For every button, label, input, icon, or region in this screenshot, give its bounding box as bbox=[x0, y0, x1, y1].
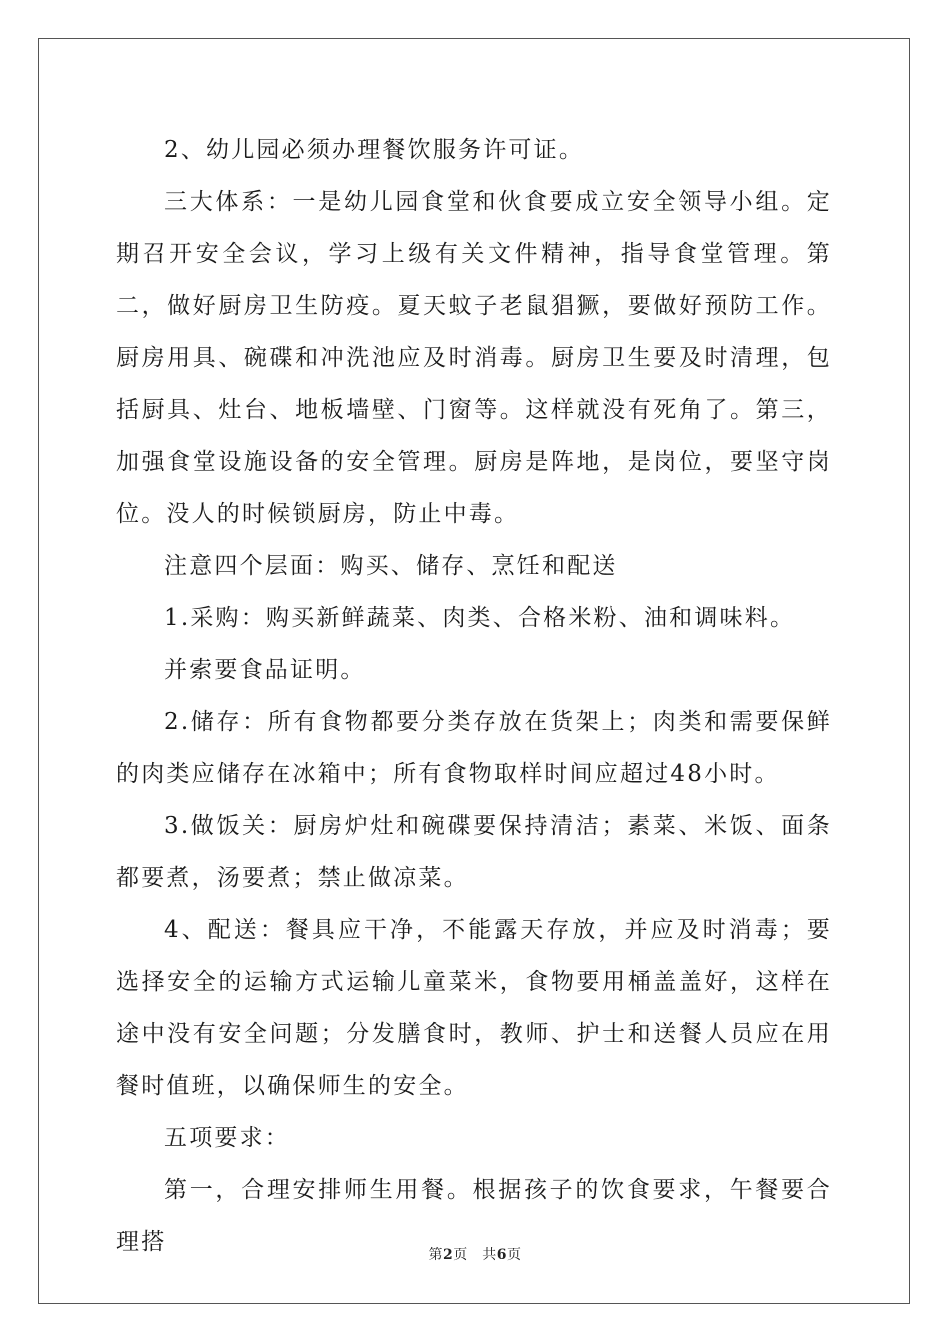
footer-prefix: 第 bbox=[428, 1247, 443, 1263]
paragraph-four-levels: 注意四个层面：购买、储存、烹饪和配送 bbox=[164, 553, 618, 579]
footer-total-pages: 6 bbox=[496, 1247, 507, 1263]
document-body bbox=[116, 124, 832, 1268]
paragraph-certificate: 并索要食品证明。 bbox=[164, 657, 366, 683]
paragraph-first-requirement: 第一，合理安排师生用餐。根据孩子的饮食要求，午餐要合理搭 bbox=[116, 1177, 832, 1255]
paragraph-delivery: 4、配送：餐具应干净，不能露天存放，并应及时消毒；要选择安全的运输方式运输儿童菜米，食物要用桶盖盖好，这样在途中没有安全问题；分发膳食时，教师、护士和送餐人员应在用餐时值班，以确保师生的安全。 bbox=[116, 917, 832, 1099]
paragraph-storage: 2.储存：所有食物都要分类存放在货架上；肉类和需要保鲜的肉类应储存在冰箱中；所有食物取样时间应超过48小时。 bbox=[116, 709, 832, 787]
footer-current-page: 2 bbox=[443, 1247, 454, 1263]
footer-suffix: 页 bbox=[507, 1247, 522, 1263]
paragraph-three-systems: 三大体系：一是幼儿园食堂和伙食要成立安全领导小组。定期召开安全会议，学习上级有关文件精神，指导食堂管理。第二，做好厨房卫生防疫。夏天蚊子老鼠猖獗，要做好预防工作。厨房用具、碗碟和冲洗池应及时消毒。厨房卫生要及时清理，包括厨具、灶台、地板墙壁、门窗等。这样就没有死角了。第三，加强食堂设施设备的安全管理。厨房是阵地，是岗位，要坚守岗位。没人的时候锁厨房，防止中毒。 bbox=[116, 189, 832, 527]
paragraph-license: 2、幼儿园必须办理餐饮服务许可证。 bbox=[164, 137, 585, 163]
page-footer bbox=[0, 1244, 950, 1264]
paragraph-purchase: 1.采购：购买新鲜蔬菜、肉类、合格米粉、油和调味料。 bbox=[164, 605, 796, 631]
paragraph-five-requirements: 五项要求： bbox=[164, 1125, 290, 1151]
paragraph-cooking: 3.做饭关：厨房炉灶和碗碟要保持清洁；素菜、米饭、面条都要煮，汤要煮；禁止做凉菜。 bbox=[116, 813, 832, 891]
footer-middle: 页 共 bbox=[453, 1247, 497, 1263]
